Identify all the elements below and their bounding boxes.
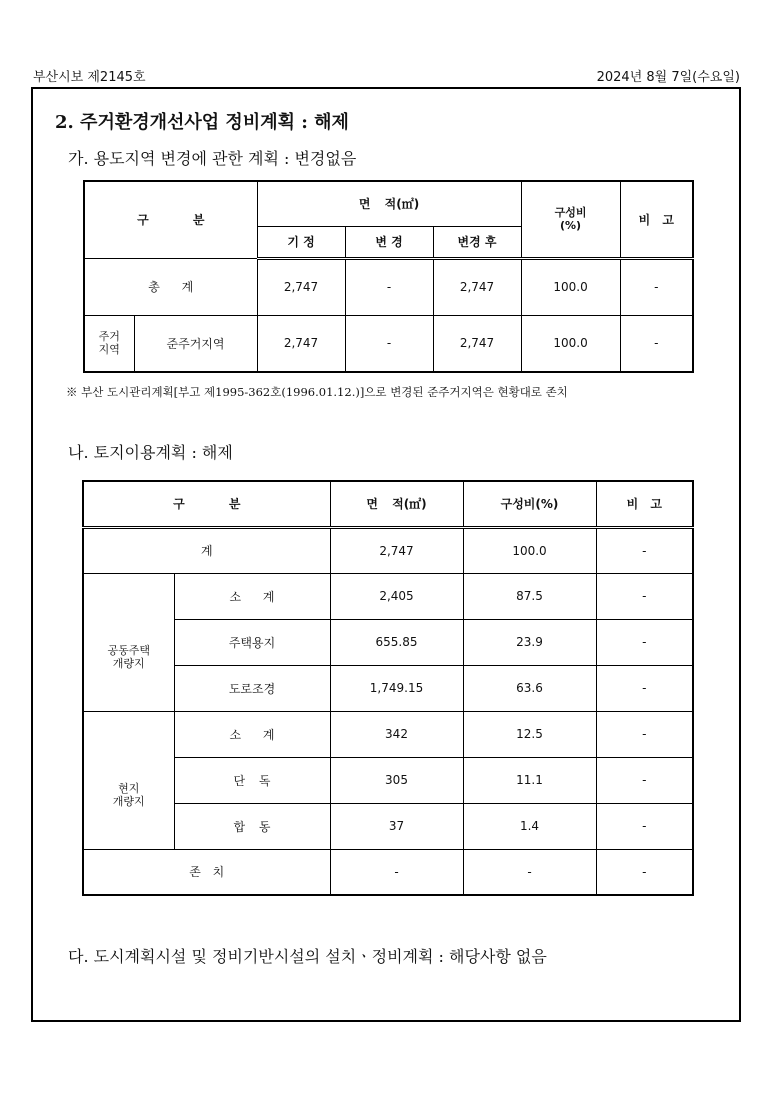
t1-total-after: 2,747 xyxy=(433,258,521,315)
t1-header-note: 비 고 xyxy=(620,181,693,258)
t2-total-ratio: 100.0 xyxy=(463,527,596,573)
t2-total-area: 2,747 xyxy=(330,527,463,573)
t2-retain-ratio: - xyxy=(463,849,596,895)
t1-total-note: - xyxy=(620,258,693,315)
t2-header-ratio: 구성비(%) xyxy=(463,481,596,527)
facilities-subtitle: 다. 도시계획시설 및 정비기반시설의 설치ㆍ정비계획 : 해당사항 없음 xyxy=(68,947,547,966)
t1-header-category: 구 분 xyxy=(84,181,257,258)
t2-group1-subtotal-area: 2,405 xyxy=(330,573,463,619)
t1-total-change: - xyxy=(345,258,433,315)
land-use-subtitle: 나. 토지이용계획 : 해제 xyxy=(68,443,233,462)
t2-group2-row-ratio: 1.4 xyxy=(463,803,596,849)
t2-group1-row-ratio: 23.9 xyxy=(463,619,596,665)
table-row xyxy=(83,849,693,895)
publication-label: 부산시보 제2145호 xyxy=(33,70,146,85)
t1-header-after: 변경 후 xyxy=(433,226,521,258)
t1-total-existing: 2,747 xyxy=(257,258,345,315)
t1-total-ratio: 100.0 xyxy=(521,258,620,315)
t1-row-ratio: 100.0 xyxy=(521,315,620,372)
table-row xyxy=(83,619,693,665)
zoning-subtitle: 가. 용도지역 변경에 관한 계획 : 변경없음 xyxy=(68,149,357,168)
table-row xyxy=(83,573,693,619)
t2-group2-subtotal-ratio: 12.5 xyxy=(463,711,596,757)
table-row xyxy=(83,527,693,573)
t2-header-area: 면 적(㎡) xyxy=(330,481,463,527)
t2-header-note: 비 고 xyxy=(596,481,693,527)
t2-group2-row-area: 37 xyxy=(330,803,463,849)
t2-group2-row-note: - xyxy=(596,803,693,849)
t2-group2-name: 현지 개량지 xyxy=(83,711,174,849)
zoning-note: ※ 부산 도시관리계획[부고 제1995-362호(1996.01.12.)]으로 변경된 준주거지역은 현황대로 존치 xyxy=(66,385,568,399)
t1-row-note: - xyxy=(620,315,693,372)
t2-total-note: - xyxy=(596,527,693,573)
t1-header-existing: 기 정 xyxy=(257,226,345,258)
t2-group1-row-note: - xyxy=(596,619,693,665)
t1-header-ratio: 구성비 (%) xyxy=(521,181,620,258)
t2-group1-subtotal-ratio: 87.5 xyxy=(463,573,596,619)
t1-row-existing: 2,747 xyxy=(257,315,345,372)
t2-group2-row-area: 305 xyxy=(330,757,463,803)
publication-date: 2024년 8월 7일(수요일) xyxy=(596,70,740,85)
section-title: 2. 주거환경개선사업 정비계획 : 해제 xyxy=(55,112,349,133)
t2-group1-row-ratio: 63.6 xyxy=(463,665,596,711)
t2-group1-subtotal-label: 소 계 xyxy=(174,573,330,619)
t1-row-label: 준주거지역 xyxy=(134,315,257,372)
t1-header-change: 변 경 xyxy=(345,226,433,258)
table-row xyxy=(83,803,693,849)
t2-retain-label: 존 치 xyxy=(83,849,330,895)
table-row xyxy=(84,258,693,315)
t1-total-label: 총 계 xyxy=(84,258,257,315)
t1-row-change: - xyxy=(345,315,433,372)
t2-group2-subtotal-note: - xyxy=(596,711,693,757)
t1-group-label: 주거 지역 xyxy=(84,315,134,372)
t2-retain-note: - xyxy=(596,849,693,895)
t2-group1-row-note: - xyxy=(596,665,693,711)
t2-group2-row-note: - xyxy=(596,757,693,803)
table-row xyxy=(83,665,693,711)
t2-group1-row-area: 655.85 xyxy=(330,619,463,665)
table-row xyxy=(83,711,693,757)
t2-group2-row-ratio: 11.1 xyxy=(463,757,596,803)
t2-header-category: 구 분 xyxy=(83,481,330,527)
t2-group1-row-area: 1,749.15 xyxy=(330,665,463,711)
table-row xyxy=(84,315,693,372)
t2-group1-row-label: 도로조경 xyxy=(174,665,330,711)
t2-group2-subtotal-area: 342 xyxy=(330,711,463,757)
zoning-table xyxy=(83,180,694,373)
t2-group2-row-label: 합 동 xyxy=(174,803,330,849)
t1-row-after: 2,747 xyxy=(433,315,521,372)
t2-group1-row-label: 주택용지 xyxy=(174,619,330,665)
t2-group2-subtotal-label: 소 계 xyxy=(174,711,330,757)
land-use-table xyxy=(82,480,694,896)
t1-header-area: 면 적(㎡) xyxy=(257,181,521,226)
t2-group1-subtotal-note: - xyxy=(596,573,693,619)
table-row xyxy=(83,757,693,803)
t2-retain-area: - xyxy=(330,849,463,895)
t2-group2-row-label: 단 독 xyxy=(174,757,330,803)
t2-total-label: 계 xyxy=(83,527,330,573)
t2-group1-name: 공동주택 개량지 xyxy=(83,573,174,711)
